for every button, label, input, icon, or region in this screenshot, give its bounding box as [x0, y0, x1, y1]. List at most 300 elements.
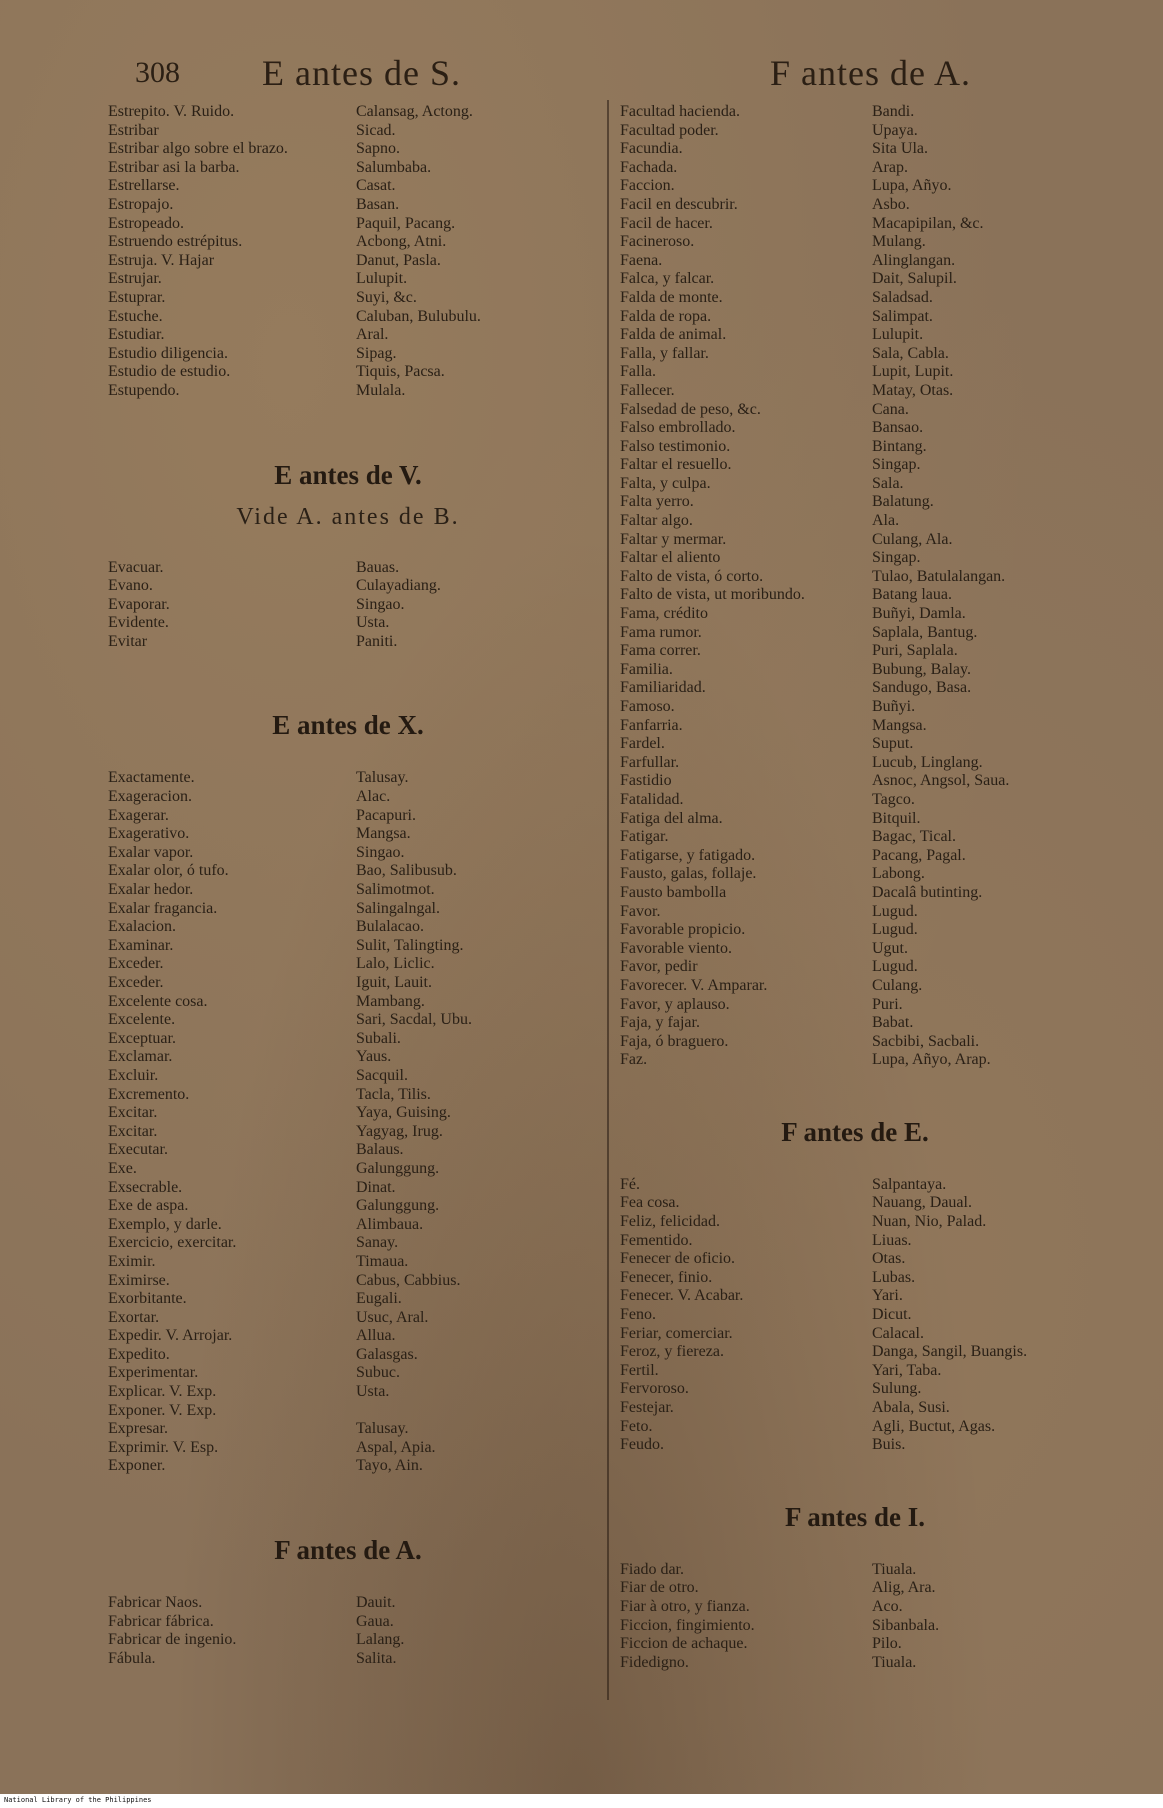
dictionary-entry [620, 456, 1090, 475]
translation: Salpantaya. [872, 1175, 947, 1193]
translation: Mulala. [356, 381, 406, 399]
translation: Galunggung. [356, 1159, 440, 1177]
translation: Dait, Salupil. [872, 270, 957, 288]
spanish-term: Fabricar Naos. [108, 1594, 203, 1612]
dictionary-entry [108, 345, 588, 364]
spanish-term: Falta yerro. [620, 493, 694, 511]
translation: Aral. [356, 326, 389, 344]
spanish-term: Estropajo. [108, 195, 174, 213]
dictionary-entry [620, 661, 1090, 680]
spanish-term: Explicar. V. Exp. [108, 1383, 217, 1401]
section-title: E antes de V. [274, 459, 422, 490]
spanish-term: Exageracion. [108, 788, 192, 806]
dictionary-entry [108, 1067, 588, 1086]
dictionary-entry [620, 586, 1090, 605]
spanish-term: Facultad poder. [620, 121, 719, 139]
translation: Basan. [356, 195, 400, 213]
spanish-term: Exceder. [108, 974, 164, 991]
translation: Culayadiang. [356, 577, 441, 595]
dictionary-section [108, 453, 588, 652]
dictionary-entry [620, 1250, 1090, 1269]
dictionary-entry [620, 512, 1090, 531]
spanish-term: Falla, y fallar. [620, 344, 709, 362]
dictionary-entry [620, 1635, 1090, 1654]
spanish-term: Fidedigno. [620, 1653, 689, 1671]
translation: Bagac, Tical. [872, 828, 956, 846]
translation: Agli, Buctut, Agas. [872, 1417, 996, 1435]
translation: Macapipilan, &c. [872, 214, 984, 232]
translation: Bulalacao. [356, 918, 424, 936]
dictionary-entry [620, 363, 1090, 382]
dictionary-entry [620, 419, 1090, 438]
translation: Sulit, Talingting. [356, 936, 464, 954]
section-gap [620, 1455, 1090, 1495]
spanish-term: Estupendo. [108, 381, 180, 399]
translation: Lubas. [872, 1268, 916, 1286]
dictionary-entry [108, 1030, 588, 1049]
spanish-term: Estribar [108, 121, 159, 139]
spanish-term: Excitar. [108, 1122, 158, 1140]
spanish-term: Feto. [620, 1417, 653, 1435]
translation: Bintang. [872, 437, 927, 455]
translation: Salumbaba. [356, 158, 432, 176]
translation: Buñyi. [872, 698, 916, 715]
spanish-term: Excelente cosa. [108, 992, 208, 1010]
dictionary-entry [108, 122, 588, 141]
column-divider [607, 100, 609, 1700]
title-spacer [108, 747, 588, 769]
translation: Aspal, Apia. [356, 1438, 436, 1456]
spanish-term: Fatigarse, y fatigado. [620, 846, 756, 864]
translation: Lupit, Lupit. [872, 363, 954, 381]
dictionary-entry [108, 1216, 588, 1235]
section-title: F antes de I. [785, 1501, 925, 1532]
dictionary-entry [620, 828, 1090, 847]
spanish-term: Feudo. [620, 1436, 664, 1454]
translation: Sanay. [356, 1234, 399, 1252]
translation: Puri, Saplala. [872, 642, 958, 660]
dictionary-entry [620, 103, 1090, 122]
spanish-term: Fertil. [620, 1361, 659, 1379]
spanish-term: Expedir. V. Arrojar. [108, 1327, 233, 1345]
spanish-term: Fervoroso. [620, 1380, 689, 1398]
spanish-term: Estribar asi la barba. [108, 158, 240, 176]
dictionary-entry [108, 382, 588, 401]
dictionary-entry [108, 1420, 588, 1439]
translation: Yaus. [356, 1048, 392, 1066]
spanish-term: Fenecer. V. Acabar. [620, 1287, 744, 1305]
dictionary-entry [108, 1650, 588, 1669]
dictionary-entry [620, 1051, 1090, 1070]
dictionary-entry [108, 270, 588, 289]
spanish-term: Fausto bambolla [620, 883, 727, 901]
spanish-term: Exclamar. [108, 1048, 173, 1066]
dictionary-entry [108, 1197, 588, 1216]
spanish-term: Evacuar. [108, 558, 164, 576]
dictionary-entry [108, 1011, 588, 1030]
dictionary-entry [108, 918, 588, 937]
dictionary-entry [620, 810, 1090, 829]
translation: Calacal. [872, 1324, 924, 1342]
dictionary-entry [108, 1179, 588, 1198]
spanish-term: Facil en descubrir. [620, 195, 738, 213]
section-gap [620, 1070, 1090, 1110]
translation: Babat. [872, 1014, 914, 1032]
dictionary-entry [620, 735, 1090, 754]
translation: Talusay. [356, 769, 409, 787]
dictionary-entry [620, 698, 1090, 717]
dictionary-entry [620, 326, 1090, 345]
spanish-term: Exe de aspa. [108, 1197, 189, 1215]
translation: Sulung. [872, 1380, 922, 1398]
dictionary-entry [108, 807, 588, 826]
dictionary-entry [620, 252, 1090, 271]
translation: Salimpat. [872, 307, 933, 325]
spanish-term: Fama rumor. [620, 623, 702, 641]
title-spacer [108, 537, 588, 559]
dictionary-entry [620, 1176, 1090, 1195]
spanish-term: Favorable propicio. [620, 921, 746, 939]
section-gap [108, 1476, 588, 1528]
translation: Casat. [356, 177, 396, 195]
translation: Sacquil. [356, 1066, 408, 1084]
dictionary-entry [620, 549, 1090, 568]
dictionary-entry [108, 1346, 588, 1365]
dictionary-entry [620, 270, 1090, 289]
translation: Alimbaua. [356, 1215, 424, 1233]
translation: Lupa, Añyo. [872, 177, 952, 195]
dictionary-entry [108, 140, 588, 159]
dictionary-entry [620, 1014, 1090, 1033]
spanish-term: Estuche. [108, 307, 163, 325]
footer-credit: National Library of the Philippines [4, 1796, 152, 1804]
spanish-term: Fatiga del alma. [620, 809, 723, 827]
spanish-term: Favorecer. V. Amparar. [620, 976, 768, 994]
translation: Sandugo, Basa. [872, 679, 972, 697]
section-subtitle: Vide A. antes de B. [236, 503, 460, 530]
translation: Usta. [356, 614, 390, 632]
translation: Calansag, Actong. [356, 103, 473, 120]
translation: Pacang, Pagal. [872, 846, 966, 864]
spanish-term: Experimentar. [108, 1364, 199, 1382]
translation: Upaya. [872, 121, 918, 139]
translation: Dauit. [356, 1594, 396, 1612]
spanish-term: Falto de vista, ó corto. [620, 567, 764, 585]
spanish-term: Falda de monte. [620, 288, 723, 306]
dictionary-entry [620, 308, 1090, 327]
translation: Tiuala. [872, 1653, 917, 1671]
dictionary-entry [620, 996, 1090, 1015]
spanish-term: Facil de hacer. [620, 214, 713, 232]
spanish-term: Exalar hedor. [108, 881, 194, 899]
dictionary-entry [620, 1194, 1090, 1213]
dictionary-entry [620, 1287, 1090, 1306]
dictionary-entry [620, 140, 1090, 159]
spanish-term: Fenecer de oficio. [620, 1250, 736, 1268]
dictionary-entry [620, 475, 1090, 494]
dictionary-entry [108, 1364, 588, 1383]
translation: Asnoc, Angsol, Saua. [872, 772, 1010, 790]
dictionary-entry [620, 1232, 1090, 1251]
dictionary-entry [620, 1598, 1090, 1617]
spanish-term: Estudiar. [108, 326, 165, 344]
spanish-term: Examinar. [108, 936, 174, 954]
dictionary-entry [108, 1439, 588, 1458]
dictionary-entry [620, 122, 1090, 141]
translation: Danga, Sangil, Buangis. [872, 1343, 1028, 1361]
spanish-term: Excremento. [108, 1085, 190, 1103]
spanish-term: Faltar el resuello. [620, 456, 732, 474]
translation: Otas. [872, 1250, 906, 1268]
running-head-left: E antes de S. [262, 53, 461, 93]
spanish-term: Fausto, galas, follaje. [620, 865, 757, 883]
translation: Saladsad. [872, 288, 933, 306]
spanish-term: Fama, crédito [620, 605, 708, 623]
dictionary-entry [108, 1309, 588, 1328]
translation: Iguit, Lauit. [356, 974, 432, 991]
dictionary-entry [620, 754, 1090, 773]
dictionary-entry [620, 1269, 1090, 1288]
dictionary-entry [620, 1213, 1090, 1232]
dictionary-entry [108, 993, 588, 1012]
dictionary-entry [620, 382, 1090, 401]
dictionary-entry [620, 1362, 1090, 1381]
translation: Sala, Cabla. [872, 344, 949, 362]
running-head-right: F antes de A. [770, 53, 971, 93]
translation: Nauang, Daual. [872, 1194, 972, 1212]
translation: Yari. [872, 1287, 903, 1305]
translation: Nuan, Nio, Palad. [872, 1213, 987, 1231]
dictionary-entry [108, 577, 588, 596]
dictionary-entry [108, 308, 588, 327]
translation: Tulao, Batulalangan. [872, 567, 1006, 585]
translation: Puri. [872, 995, 903, 1013]
translation: Sita Ula. [872, 140, 928, 158]
translation: Singao. [356, 595, 405, 613]
section-gap [108, 401, 588, 453]
dictionary-entry [108, 1160, 588, 1179]
dictionary-entry [620, 977, 1090, 996]
spanish-term: Eximirse. [108, 1271, 170, 1289]
translation: Dicut. [872, 1306, 912, 1324]
spanish-term: Estruja. V. Hajar [108, 251, 215, 269]
spanish-term: Exceder. [108, 955, 164, 973]
dictionary-entry [108, 788, 588, 807]
dictionary-entry [620, 847, 1090, 866]
spanish-term: Fardel. [620, 735, 665, 753]
dictionary-entry [108, 1123, 588, 1142]
translation: Singap. [872, 549, 921, 567]
dictionary-entry [620, 493, 1090, 512]
dictionary-entry [620, 624, 1090, 643]
translation: Sibanbala. [872, 1616, 940, 1634]
spanish-term: Evidente. [108, 614, 169, 632]
spanish-term: Exponer. [108, 1457, 166, 1475]
spanish-term: Faena. [620, 251, 663, 269]
section-title: E antes de X. [272, 710, 424, 741]
translation: Sipag. [356, 344, 397, 362]
section-title: F antes de E. [781, 1116, 929, 1147]
translation: Sala. [872, 474, 904, 492]
dictionary-entry [108, 252, 588, 271]
spanish-term: Fementido. [620, 1231, 693, 1249]
spanish-term: Fiado dar. [620, 1560, 684, 1578]
footer-band [0, 1794, 1163, 1808]
spanish-term: Falda de ropa. [620, 307, 712, 325]
translation: Lugud. [872, 958, 918, 976]
translation: Saplala, Bantug. [872, 623, 978, 641]
spanish-term: Evaporar. [108, 595, 170, 613]
dictionary-entry [620, 791, 1090, 810]
dictionary-entry [620, 401, 1090, 420]
dictionary-entry [620, 940, 1090, 959]
translation: Buñyi, Damla. [872, 605, 966, 623]
dictionary-entry [108, 1234, 588, 1253]
dictionary-entry [620, 1436, 1090, 1455]
translation: Usta. [356, 1383, 390, 1401]
spanish-term: Fachada. [620, 158, 678, 176]
spanish-term: Faja, y fajar. [620, 1014, 700, 1032]
spanish-term: Exponer. V. Exp. [108, 1401, 217, 1419]
translation: Matay, Otas. [872, 381, 954, 399]
title-spacer [108, 1572, 588, 1594]
spanish-term: Familia. [620, 660, 673, 678]
translation: Cana. [872, 400, 909, 418]
dictionary-entry [620, 772, 1090, 791]
translation: Alig, Ara. [872, 1579, 936, 1597]
spanish-term: Exceptuar. [108, 1029, 176, 1047]
dictionary-entry [108, 363, 588, 382]
spanish-term: Familiaridad. [620, 679, 706, 697]
dictionary-section [620, 1110, 1090, 1455]
translation: Lucub, Linglang. [872, 753, 983, 771]
section-title: F antes de A. [274, 1535, 422, 1566]
dictionary-entry [108, 614, 588, 633]
spanish-term: Falso testimonio. [620, 437, 731, 455]
dictionary-entry [620, 345, 1090, 364]
dictionary-entry [620, 1343, 1090, 1362]
spanish-term: Faz. [620, 1051, 648, 1069]
translation: Bandi. [872, 103, 915, 120]
dictionary-entry [620, 1399, 1090, 1418]
dictionary-entry [620, 1654, 1090, 1673]
dictionary-entry [620, 1418, 1090, 1437]
spanish-term: Exagerativo. [108, 825, 190, 843]
translation: Danut, Pasla. [356, 251, 441, 269]
dictionary-entry [108, 1290, 588, 1309]
spanish-term: Fábula. [108, 1649, 156, 1667]
translation: Mangsa. [872, 716, 927, 734]
translation: Pacapuri. [356, 806, 416, 824]
spanish-term: Faltar y mermar. [620, 530, 727, 548]
dictionary-entry [620, 865, 1090, 884]
dictionary-entry [620, 568, 1090, 587]
spanish-term: Exactamente. [108, 769, 195, 787]
translation: Sicad. [356, 121, 396, 139]
spanish-term: Excitar. [108, 1104, 158, 1122]
spanish-term: Fea cosa. [620, 1194, 680, 1212]
spanish-term: Festejar. [620, 1399, 674, 1416]
spanish-term: Fatigar. [620, 828, 669, 846]
dictionary-entry [108, 937, 588, 956]
dictionary-entry [108, 177, 588, 196]
section-gap [108, 651, 588, 703]
dictionary-entry [108, 1402, 588, 1421]
spanish-term: Evitar [108, 632, 148, 650]
right-column [620, 103, 1090, 1672]
translation: Ugut. [872, 939, 908, 957]
translation: Caluban, Bulubulu. [356, 307, 481, 325]
spanish-term: Exe. [108, 1159, 137, 1177]
dictionary-entry [620, 1306, 1090, 1325]
translation: Lugud. [872, 902, 918, 920]
dictionary-entry [620, 289, 1090, 308]
spanish-term: Exalar vapor. [108, 843, 194, 861]
spanish-term: Expresar. [108, 1420, 168, 1438]
spanish-term: Falsedad de peso, &c. [620, 400, 761, 418]
dictionary-entry [620, 1617, 1090, 1636]
dictionary-entry [620, 215, 1090, 234]
dictionary-entry [108, 1048, 588, 1067]
translation: Singap. [872, 456, 921, 474]
spanish-term: Ficcion de achaque. [620, 1635, 748, 1653]
translation: Subuc. [356, 1364, 400, 1382]
dictionary-entry [108, 1457, 588, 1476]
translation: Sacbibi, Sacbali. [872, 1032, 980, 1050]
dictionary-section [108, 1528, 588, 1668]
dictionary-entry [108, 289, 588, 308]
dictionary-section [620, 1495, 1090, 1673]
spanish-term: Exemplo, y darle. [108, 1215, 222, 1233]
spanish-term: Fama correr. [620, 642, 701, 660]
translation: Arap. [872, 158, 908, 176]
translation: Usuc, Aral. [356, 1308, 429, 1326]
dictionary-entry [108, 633, 588, 652]
spanish-term: Estribar algo sobre el brazo. [108, 140, 288, 158]
spanish-term: Faltar el aliento [620, 549, 721, 567]
translation: Tiuala. [872, 1560, 917, 1578]
dictionary-entry [620, 159, 1090, 178]
translation: Yari, Taba. [872, 1361, 942, 1379]
translation: Lulupit. [872, 326, 924, 344]
translation: Alinglangan. [872, 251, 956, 269]
dictionary-section [108, 703, 588, 1476]
spanish-term: Estruendo estrépitus. [108, 233, 243, 251]
translation: Culang, Ala. [872, 530, 953, 548]
translation: Salimotmot. [356, 881, 435, 899]
dictionary-entry [620, 1033, 1090, 1052]
translation: Labong. [872, 865, 925, 883]
title-spacer [620, 1539, 1090, 1561]
translation: Lalang. [356, 1631, 405, 1649]
translation: Balatung. [872, 493, 934, 511]
translation: Culang. [872, 976, 923, 994]
translation: Bubung, Balay. [872, 660, 971, 678]
dictionary-entry [108, 559, 588, 578]
dictionary-entry [108, 1594, 588, 1613]
dictionary-entry [108, 1141, 588, 1160]
left-column [108, 103, 588, 1668]
spanish-term: Exprimir. V. Esp. [108, 1438, 219, 1456]
spanish-term: Exalar olor, ó tufo. [108, 862, 229, 880]
dictionary-entry [108, 215, 588, 234]
dictionary-entry [108, 326, 588, 345]
translation: Bitquil. [872, 809, 921, 827]
dictionary-entry [108, 1253, 588, 1272]
spanish-term: Fanfarria. [620, 716, 683, 734]
spanish-term: Falca, y falcar. [620, 270, 715, 288]
dictionary-entry [108, 1631, 588, 1650]
